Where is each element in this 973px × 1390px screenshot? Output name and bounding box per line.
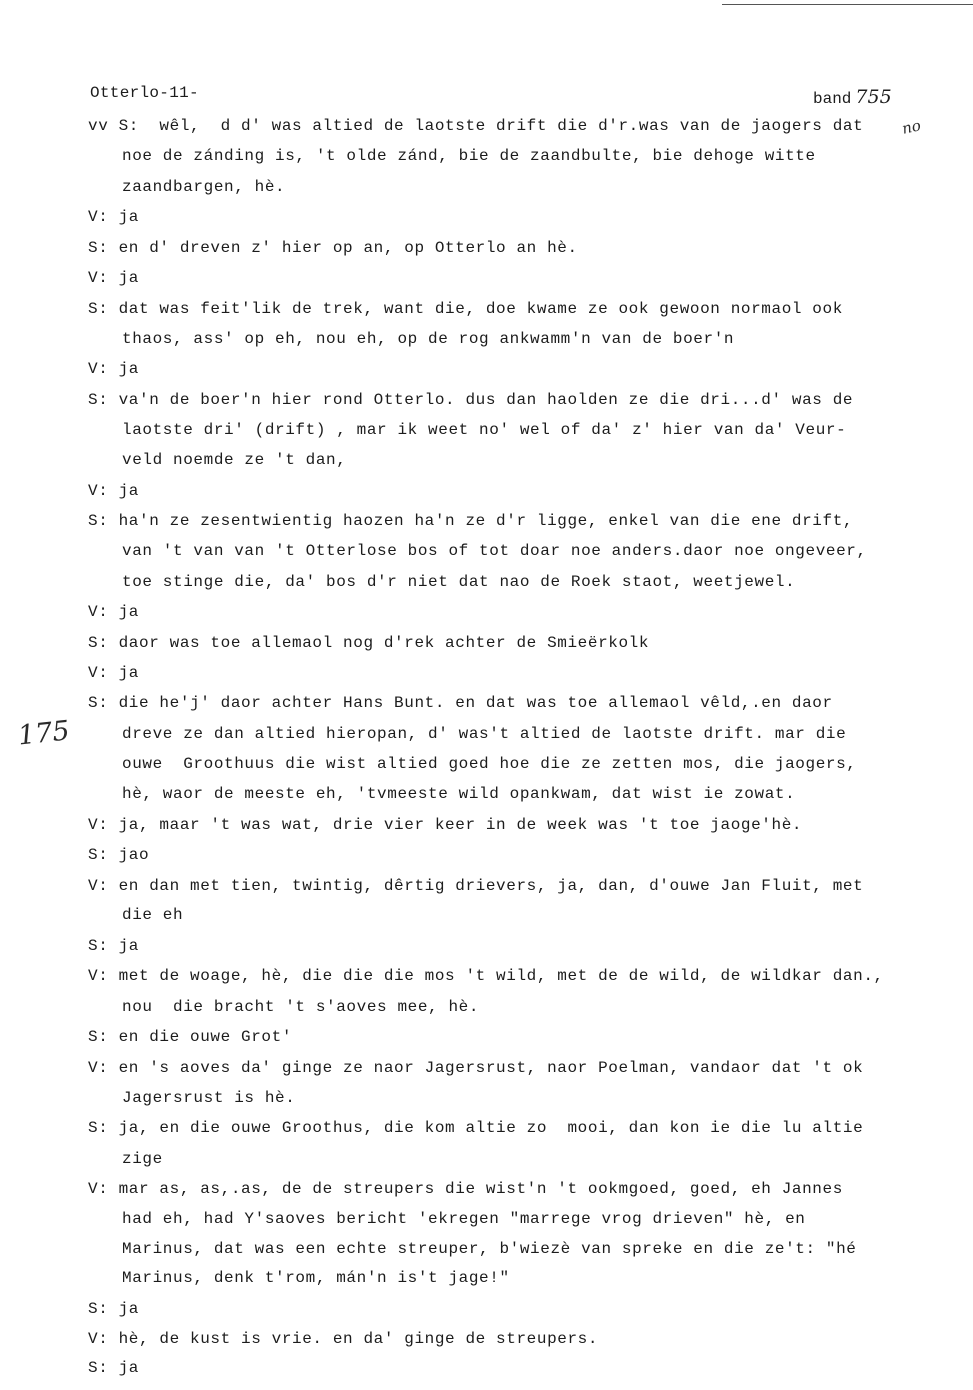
transcript-line: S: ha'n ze zesentwientig haozen ha'n ze d'r ligge, enkel van die ene drift,	[88, 512, 854, 530]
transcript-line: die eh	[122, 906, 184, 924]
transcript-line: dreve ze dan altied hieropan, d' was't altied de laotste drift. mar die	[122, 725, 847, 743]
transcript-line: laotste dri' (drift) , mar ik weet no' wel of da' z' hier van da' Veur-	[122, 421, 847, 439]
transcript-line: vv S: wêl, d d' was altied de laotste drift die d'r.was van de jaogers dat	[88, 117, 864, 135]
transcript-line: V: ja, maar 't was wat, drie vier keer in de week was 't toe jaoge'hè.	[88, 816, 803, 834]
transcript-line: S: en die ouwe Grot'	[88, 1028, 293, 1046]
transcript-line: V: ja	[88, 360, 140, 378]
transcript-line: S: va'n de boer'n hier rond Otterlo. dus dan haolden ze die dri...d' was de	[88, 391, 854, 409]
transcript-line: van 't van van 't Otterlose bos of tot doar noe anders.daor noe ongeveer,	[122, 542, 867, 560]
transcript-line: veld noemde ze 't dan,	[122, 451, 347, 469]
transcript-line: V: hè, de kust is vrie. en da' ginge de streupers.	[88, 1330, 599, 1348]
transcript-line: S: en d' dreven z' hier op an, op Otterlo an hè.	[88, 239, 578, 257]
transcript-line: V: ja	[88, 482, 140, 500]
transcript-line: V: ja	[88, 208, 140, 226]
transcript-line: S: ja	[88, 937, 140, 955]
transcript-line: Marinus, denk t'rom, mán'n is't jage!"	[122, 1269, 510, 1287]
transcript-line: ouwe Groothuus die wist altied goed hoe die ze zetten mos, die jaogers,	[122, 755, 857, 773]
band-number: 755	[855, 86, 892, 108]
transcript-line: S: ja	[88, 1300, 140, 1318]
transcript-line: V: mar as, as,.as, de de streupers die wist'n 't ookmgoed, goed, eh Jannes	[88, 1180, 843, 1198]
transcript-line: zige	[122, 1150, 163, 1168]
transcript-line: V: ja	[88, 603, 140, 621]
transcript-line: Marinus, dat was een echte streuper, b'wiezè van spreke en die ze't: "hé	[122, 1240, 857, 1258]
transcript-line: noe de zánding is, 't olde zánd, bie de zaandbulte, bie dehoge witte	[122, 147, 816, 165]
transcript-line: V: en dan met tien, twintig, dêrtig drievers, ja, dan, d'ouwe Jan Fluit, met	[88, 877, 864, 895]
transcript-line: zaandbargen, hè.	[122, 178, 286, 196]
transcript-line: nou die bracht 't s'aoves mee, hè.	[122, 998, 480, 1016]
transcript-line: Jagersrust is hè.	[122, 1089, 296, 1107]
transcript-line: V: ja	[88, 269, 140, 287]
band-label: band	[813, 90, 852, 108]
transcript-line: S: die he'j' daor achter Hans Bunt. en dat was toe allemaol vêld,.en daor	[88, 694, 833, 712]
corner-handwritten-mark: no	[900, 116, 923, 138]
transcript-line: V: en 's aoves da' ginge ze naor Jagersrust, naor Poelman, vandaor dat 't ok	[88, 1059, 864, 1077]
transcript-line: S: dat was feit'lik de trek, want die, doe kwame ze ook gewoon normaol ook	[88, 300, 843, 318]
transcript-line: S: ja, en die ouwe Groothus, die kom altie zo mooi, dan kon ie die lu altie	[88, 1119, 864, 1137]
transcript-line: thaos, ass' op eh, nou eh, op de rog ankwamm'n van de boer'n	[122, 330, 735, 348]
transcript-line: S: daor was toe allemaol nog d'rek achter de Smieërkolk	[88, 634, 650, 652]
transcript-line: S: ja	[88, 1359, 140, 1377]
transcript-line: toe stinge die, da' bos d'r niet dat nao de Roek staot, weetjewel.	[122, 573, 796, 591]
transcript-line: V: ja	[88, 664, 140, 682]
transcript-line: V: met de woage, hè, die die die mos 't wild, met de de wild, de wildkar dan.,	[88, 967, 884, 985]
margin-handwritten-note: 175	[16, 715, 72, 752]
transcript-line: S: jao	[88, 846, 150, 864]
transcript-line: had eh, had Y'saoves bericht 'ekregen "marrege vrog drieven" hè, en	[122, 1210, 806, 1228]
page-header-left: Otterlo-11-	[90, 84, 199, 102]
transcript-line: hè, waor de meeste eh, 'tvmeeste wild opankwam, dat wist ie zowat.	[122, 785, 796, 803]
